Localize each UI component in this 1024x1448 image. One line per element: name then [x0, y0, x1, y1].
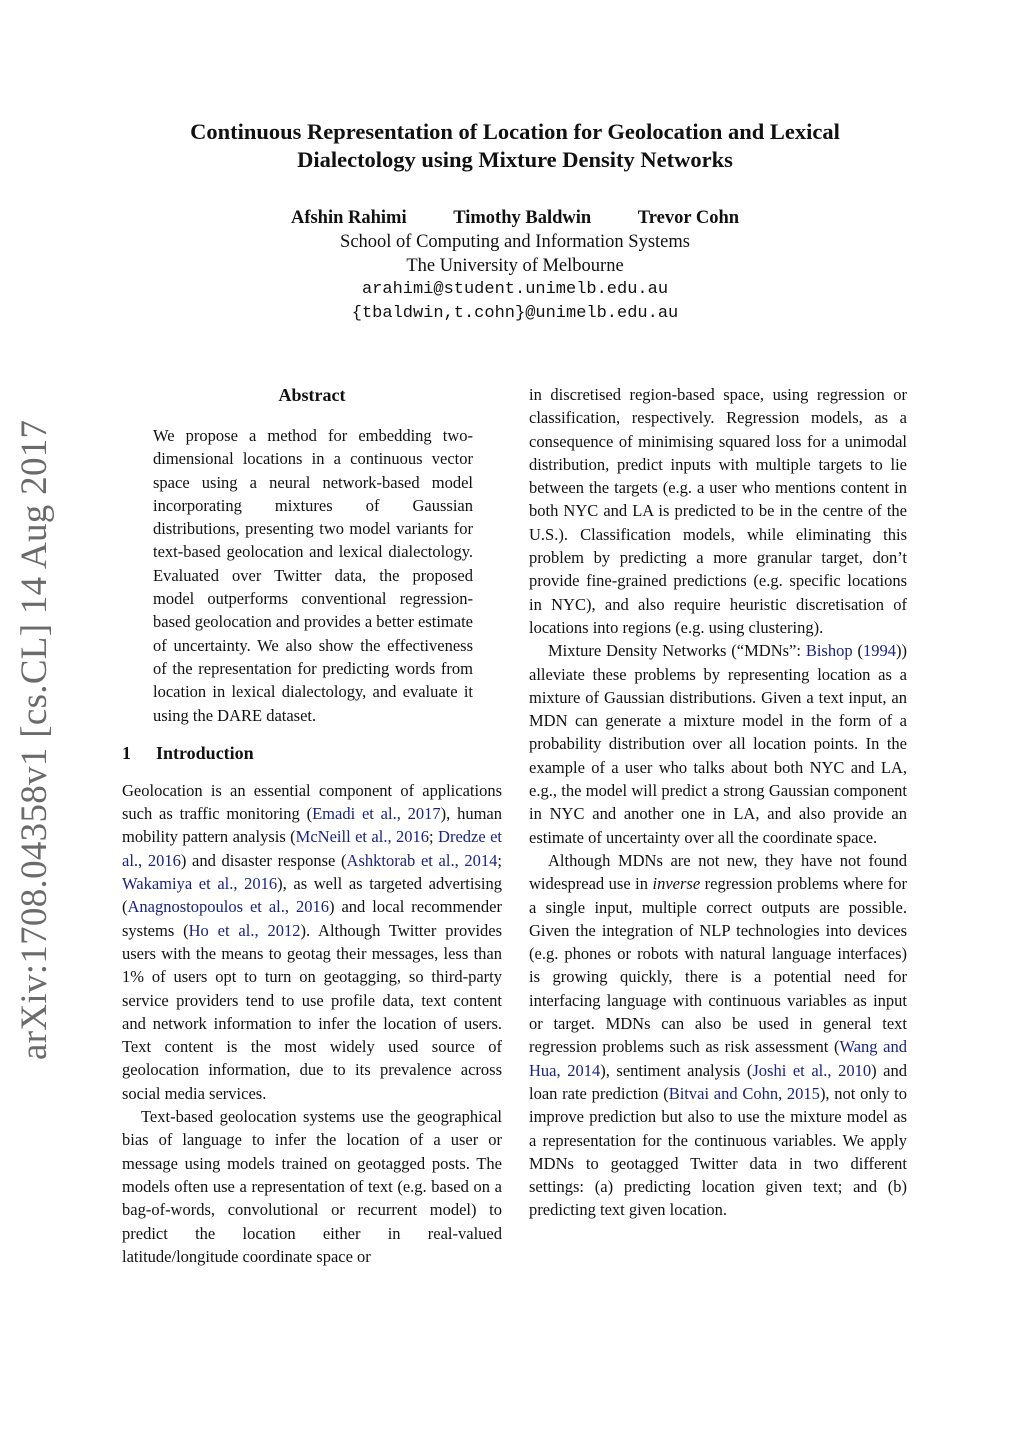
affiliation-school: School of Computing and Information Systems: [340, 232, 690, 252]
title-line: Continuous Representation of Location for Geolocation and Lexical: [190, 119, 840, 144]
paragraph: Geolocation is an essential component of applications such as traffic monitoring (Emadi et al., 2017), human mobility pattern analysis (McNeill et al., 2016; Dredze et al., 2016) and disaster response (Ashktorab et al., 2014; Wakamiya et al., 2016), as well as targeted advertising (Anagnostopoulos et al., 2016) and local recommender systems (Ho et al., 2012). Although Twitter provides users with the means to geotag their messages, less than 1% of users opt to turn on geotagging, so third-party service providers tend to use profile data, text content and network information to infer the location of users. Text content is the most widely used source of geolocation information, due to its prevalence across social media services.: [122, 780, 503, 1103]
abstract-body: We propose a method for embedding two-dimensional locations in a continuous vector space using a neural network-based model incorporating mixtures of Gaussian distributions, presenting two model variants for text-based geolocation and lexical dialectology. Evaluated over Twitter data, the proposed model outperforms conventional regression-based geolocation and provides a better estimate of uncertainty. We also show the effectiveness of the representation for predicting words from location in lexical dialectology, and evaluate it using the DARE dataset.: [153, 426, 473, 725]
author-email: {tbaldwin,t.cohn}@unimelb.edu.au: [351, 304, 679, 323]
citation-link[interactable]: McNeill et al., 2016: [295, 827, 430, 847]
abstract-heading: Abstract: [278, 385, 346, 405]
paragraph: Although MDNs are not new, they have not found widespread use in inverse regression problems where for a single input, multiple correct outputs are possible. Given the integration of NLP technologies into devices (e.g. phones or robots with natural language interfaces) is growing quickly, there is a potential need for interfacing language with continuous variables as input or target. MDNs can also be used in general text regression problems such as risk assessment (Wang and Hua, 2014), sentiment analysis (Joshi et al., 2010) and loan rate prediction (Bitvai and Cohn, 2015), not only to improve prediction but also to use the mixture model as a representation for the continuous variables. We apply MDNs to geotagged Twitter data in two different settings: (a) predicting location given text; and (b) predicting text given location.: [529, 850, 907, 1220]
paragraph: in discretised region-based space, using regression or classification, respectively. Regression models, as a consequence of minimising squared loss for a unimodal distribution, predict inputs with multiple targets to lie between the targets (e.g. a user who mentions content in both NYC and LA is predicted to be in the centre of the U.S.). Classification models, while eliminating this problem by predicting a more granular target, don’t provide fine-grained predictions (e.g. specific locations in NYC), and also require heuristic discretisation of locations into regions (e.g. using clustering).: [529, 385, 907, 637]
paper-title: [120, 118, 910, 174]
citation-link[interactable]: Dredze et al., 2016: [122, 827, 502, 870]
section-number: 1: [122, 742, 131, 763]
affiliation-block: [120, 230, 910, 326]
citation-link[interactable]: Wakamiya et al., 2016: [122, 874, 278, 894]
right-column: [529, 383, 907, 1222]
arxiv-identifier: arXiv:1708.04358v1 [cs.CL] 14 Aug 2017: [14, 419, 55, 1060]
author-name: Trevor Cohn: [637, 208, 740, 228]
paragraph: Mixture Density Networks (“MDNs”: Bishop (1994)) alleviate these problems by representing location as a mixture of Gaussian distributions. Given a text input, an MDN can generate a mixture model in the form of a probability distribution over all location points. In the example of a user who talks about both NYC and LA, e.g., the model will predict a strong Gaussian component in NYC and another one in LA, and also provide an estimate of uncertainty over all the coordinate space.: [529, 641, 907, 847]
author-name: Afshin Rahimi: [290, 208, 407, 228]
affiliation-university: The University of Melbourne: [406, 256, 624, 276]
emphasis: inverse: [652, 874, 701, 894]
left-column: [122, 383, 502, 1268]
citation-link[interactable]: Bitvai and Cohn, 2015: [668, 1083, 820, 1103]
author-name: Timothy Baldwin: [453, 208, 592, 228]
author-email: arahimi@student.unimelb.edu.au: [361, 280, 669, 299]
section-heading: [122, 741, 502, 765]
citation-link[interactable]: Ho et al., 2012: [188, 920, 301, 940]
citation-link[interactable]: Ashktorab et al., 2014: [346, 850, 498, 870]
title-line: Dialectology using Mixture Density Networks: [297, 147, 733, 172]
paragraph: Text-based geolocation systems use the geographical bias of language to infer the location of a user or message using models trained on geotagged posts. The models often use a representation of text (e.g. based on a bag-of-words, convolutional or recurrent model) to predict the location either in real-valued latitude/longitude coordinate space or: [122, 1107, 502, 1266]
citation-link[interactable]: Emadi et al., 2017: [312, 804, 441, 824]
section-title: Introduction: [156, 742, 254, 763]
citation-link[interactable]: Wang and Hua, 2014: [529, 1037, 907, 1080]
citation-link[interactable]: Joshi et al., 2010: [752, 1060, 872, 1080]
citation-link[interactable]: 1994: [863, 641, 896, 661]
author-list: [120, 206, 910, 230]
citation-link[interactable]: Bishop: [805, 641, 853, 661]
citation-link[interactable]: Anagnostopoulos et al., 2016: [127, 897, 329, 917]
